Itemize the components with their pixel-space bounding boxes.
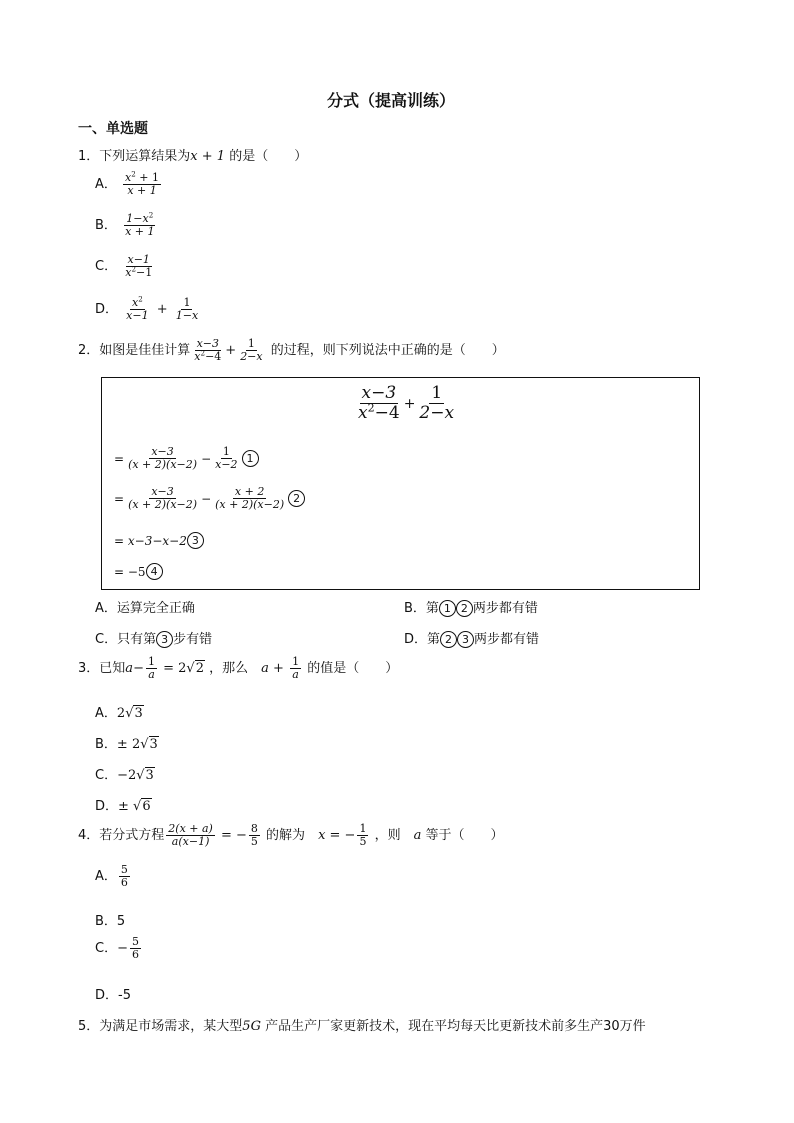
step-marker: 3	[187, 532, 204, 549]
fraction: $\frac{1}{1-x}$	[175, 296, 199, 323]
calculation-box	[101, 377, 700, 590]
question-text: 如图是佳佳计算	[99, 343, 191, 359]
option-b[interactable]: B．第 1 2 两步都有错	[404, 601, 538, 616]
option-label: C．	[95, 259, 118, 275]
math-expr: x + 1	[190, 149, 226, 164]
fraction: $\frac{x-3}{x^2-4}$	[194, 337, 222, 364]
option-d[interactable]: D． $\frac{x^2}{x-1}$ + $\frac{1}{1-x}$	[95, 294, 199, 323]
option-a[interactable]: A．2√3	[95, 706, 143, 721]
step-line-4: = −5 4	[114, 563, 163, 580]
fraction: $\frac{1-x^2}{x + 1}$	[125, 210, 155, 239]
question-number: 3．	[78, 661, 100, 677]
option-d[interactable]: D．± √6	[95, 799, 151, 814]
page-title: 分式（提高训练）	[327, 91, 456, 110]
fraction: $\frac{x^2}{x-1}$	[126, 294, 149, 323]
step-marker: 4	[146, 563, 163, 580]
option-b[interactable]: B．5	[95, 914, 126, 929]
option-b[interactable]: B．± 2√3	[95, 737, 158, 752]
question-text: 的过程，则下列说法中正确的是（ ）	[266, 343, 505, 359]
question-number: 5．	[78, 1019, 100, 1034]
step-marker: 2	[288, 490, 305, 507]
step-line-3: = x−3−x−2 3	[114, 532, 204, 549]
step-line-1: = $\frac{x-3}{(x + 2)(x-2)}$ − $\frac{1}{x-2}$ 1	[114, 446, 259, 471]
question-1	[78, 145, 307, 164]
question-3: 3．已知a− $\frac{1}{a}$ = 2√2 ，那么 a + $\frac{1}{a}$ 的值是（ ）	[78, 655, 399, 682]
fraction: $\frac{x-1}{x^2-1}$	[125, 253, 153, 280]
section-heading: 一、单选题	[78, 121, 148, 137]
question-text: 的是（ ）	[225, 149, 308, 164]
option-a[interactable]: A． $\frac{5}{6}$	[95, 863, 128, 890]
question-text: 下列运算结果为	[99, 149, 191, 164]
option-c[interactable]: C．只有第 3 步有错	[95, 632, 213, 647]
option-label: D．	[95, 302, 119, 318]
question-4: 4．若分式方程 $\frac{2(x + a)}{a(x-1)}$ = − $\frac{8}{5}$ 的解为 x = − $\frac{1}{5}$ ，则 a 等于（ ）	[78, 822, 504, 849]
option-c[interactable]: C．−2√3	[95, 768, 154, 783]
question-5: 5．为满足市场需求，某大型5G 产品生产厂家更新技术，现在平均每天比更新技术前多生产30万件	[78, 1019, 646, 1034]
box-header-expression: $\frac{x-3}{x^2-4}$ + $\frac{1}{2-x}$	[358, 383, 455, 423]
option-d[interactable]: D．-5	[95, 988, 131, 1003]
question-number: 2．	[78, 343, 100, 359]
question-number: 1．	[78, 149, 100, 164]
fraction: $\frac{1}{2-x}$	[240, 337, 263, 364]
fraction: $\frac{x^2 + 1}{x + 1}$	[125, 169, 160, 198]
option-c[interactable]: C．− $\frac{5}{6}$	[95, 935, 139, 962]
option-label: B．	[95, 218, 117, 234]
step-marker: 1	[242, 450, 259, 467]
step-line-2: = $\frac{x-3}{(x + 2)(x-2)}$ − $\frac{x + 2}{(x + 2)(x-2)}$ 2	[114, 486, 305, 511]
option-a[interactable]: A．运算完全正确	[95, 601, 195, 616]
option-d[interactable]: D．第 2 3 两步都有错	[404, 632, 540, 647]
option-c[interactable]	[95, 254, 156, 279]
option-label: A．	[95, 177, 117, 193]
option-b[interactable]	[95, 210, 158, 239]
option-a[interactable]	[95, 169, 163, 198]
question-number: 4．	[78, 828, 100, 844]
question-2: 2．如图是佳佳计算 $\frac{x-3}{x^2-4}$ + $\frac{1}{2-x}$ 的过程，则下列说法中正确的是（ ）	[78, 337, 505, 364]
